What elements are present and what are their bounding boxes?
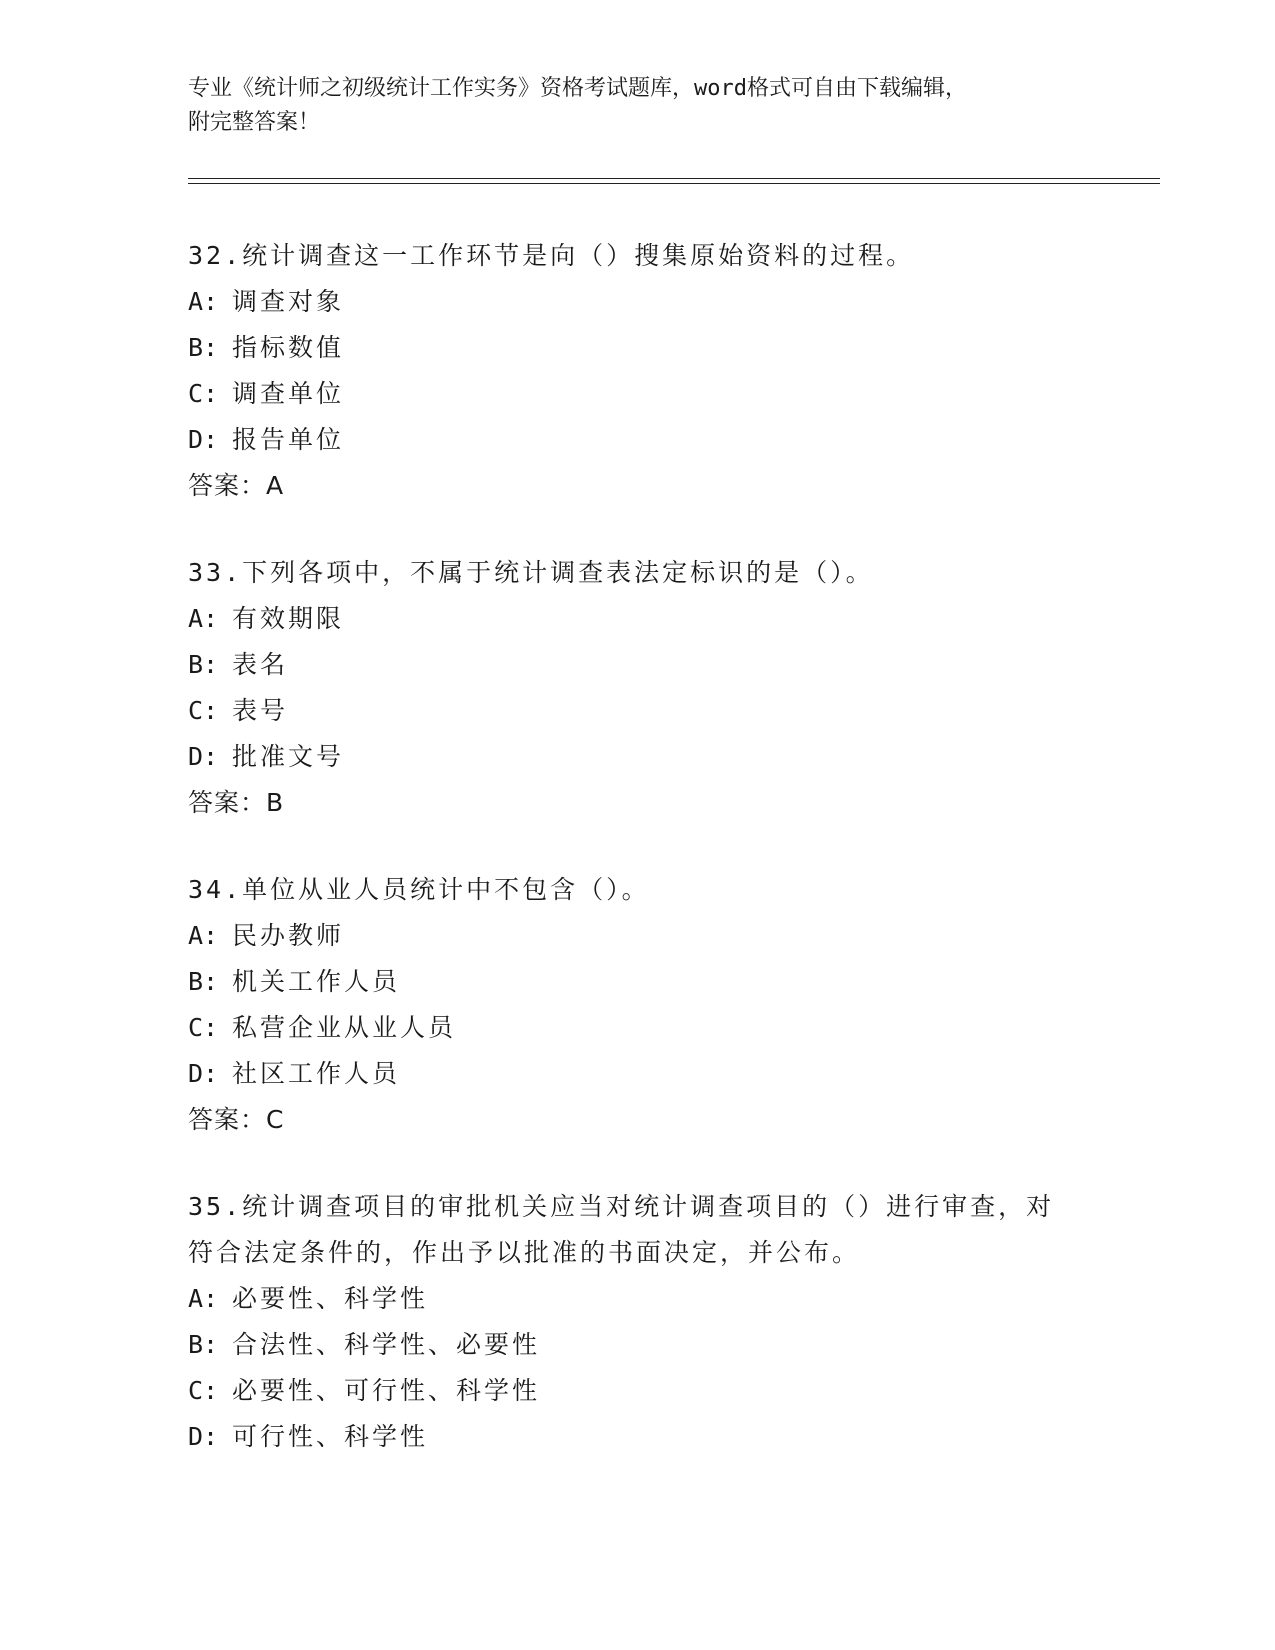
header-divider-bottom <box>188 183 1160 184</box>
option-text: 调查单位 <box>232 379 345 408</box>
option-text: 私营企业从业人员 <box>232 1013 457 1042</box>
option-text: 调查对象 <box>232 287 345 316</box>
option-letter: B: <box>188 1330 219 1359</box>
option-letter: B: <box>188 650 219 679</box>
option-c <box>188 371 1088 417</box>
option-d <box>188 417 1088 463</box>
option-a <box>188 596 1088 642</box>
option-text: 指标数值 <box>232 333 345 362</box>
option-letter: C: <box>188 1376 219 1405</box>
option-b <box>188 959 1088 1005</box>
question-stem <box>188 550 1088 596</box>
option-b <box>188 1322 1088 1368</box>
option-text: 必要性、科学性 <box>232 1284 429 1313</box>
question-stem-line: 33.下列各项中，不属于统计调查表法定标识的是（）。 <box>188 558 874 587</box>
answer-line: 答案：C <box>188 1105 285 1134</box>
option-text: 报告单位 <box>232 425 345 454</box>
option-b <box>188 325 1088 371</box>
option-letter: C: <box>188 1013 219 1042</box>
option-a <box>188 913 1088 959</box>
option-text: 批准文号 <box>232 742 345 771</box>
option-text: 表号 <box>232 696 289 725</box>
option-a <box>188 1276 1088 1322</box>
option-d <box>188 1051 1088 1097</box>
option-text: 民办教师 <box>232 921 345 950</box>
option-c <box>188 1005 1088 1051</box>
question-32 <box>188 233 1088 509</box>
option-a <box>188 279 1088 325</box>
question-stem-line: 35.统计调查项目的审批机关应当对统计调查项目的（）进行审查，对 <box>188 1192 1055 1221</box>
option-letter: D: <box>188 1059 219 1088</box>
header-line-1: 专业《统计师之初级统计工作实务》资格考试题库，word格式可自由下载编辑， <box>188 76 967 101</box>
option-text: 可行性、科学性 <box>232 1422 429 1451</box>
question-stem-line: 32.统计调查这一工作环节是向（）搜集原始资料的过程。 <box>188 241 915 270</box>
option-letter: A: <box>188 921 219 950</box>
option-text: 必要性、可行性、科学性 <box>232 1376 541 1405</box>
option-text: 有效期限 <box>232 604 345 633</box>
option-text: 合法性、科学性、必要性 <box>232 1330 541 1359</box>
answer-line: 答案：A <box>188 471 285 500</box>
question-stem <box>188 1184 1088 1276</box>
question-stem <box>188 233 1088 279</box>
option-letter: A: <box>188 1284 219 1313</box>
question-33 <box>188 550 1088 826</box>
header-divider-top <box>188 178 1160 179</box>
document-header <box>188 72 1088 140</box>
option-d <box>188 1414 1088 1460</box>
option-letter: D: <box>188 742 219 771</box>
question-stem <box>188 867 1088 913</box>
option-letter: C: <box>188 379 219 408</box>
option-letter: D: <box>188 425 219 454</box>
question-34 <box>188 867 1088 1143</box>
option-letter: A: <box>188 604 219 633</box>
option-text: 表名 <box>232 650 289 679</box>
question-stem-line: 符合法定条件的，作出予以批准的书面决定，并公布。 <box>188 1238 861 1267</box>
option-letter: B: <box>188 967 219 996</box>
option-b <box>188 642 1088 688</box>
option-text: 社区工作人员 <box>232 1059 401 1088</box>
header-line-2: 附完整答案！ <box>188 110 321 135</box>
question-stem-line: 34.单位从业人员统计中不包含（）。 <box>188 875 650 904</box>
option-letter: A: <box>188 287 219 316</box>
option-text: 机关工作人员 <box>232 967 401 996</box>
option-d <box>188 734 1088 780</box>
question-35 <box>188 1184 1088 1460</box>
option-letter: C: <box>188 696 219 725</box>
answer-line: 答案：B <box>188 788 285 817</box>
option-letter: B: <box>188 333 219 362</box>
option-c <box>188 688 1088 734</box>
option-c <box>188 1368 1088 1414</box>
option-letter: D: <box>188 1422 219 1451</box>
